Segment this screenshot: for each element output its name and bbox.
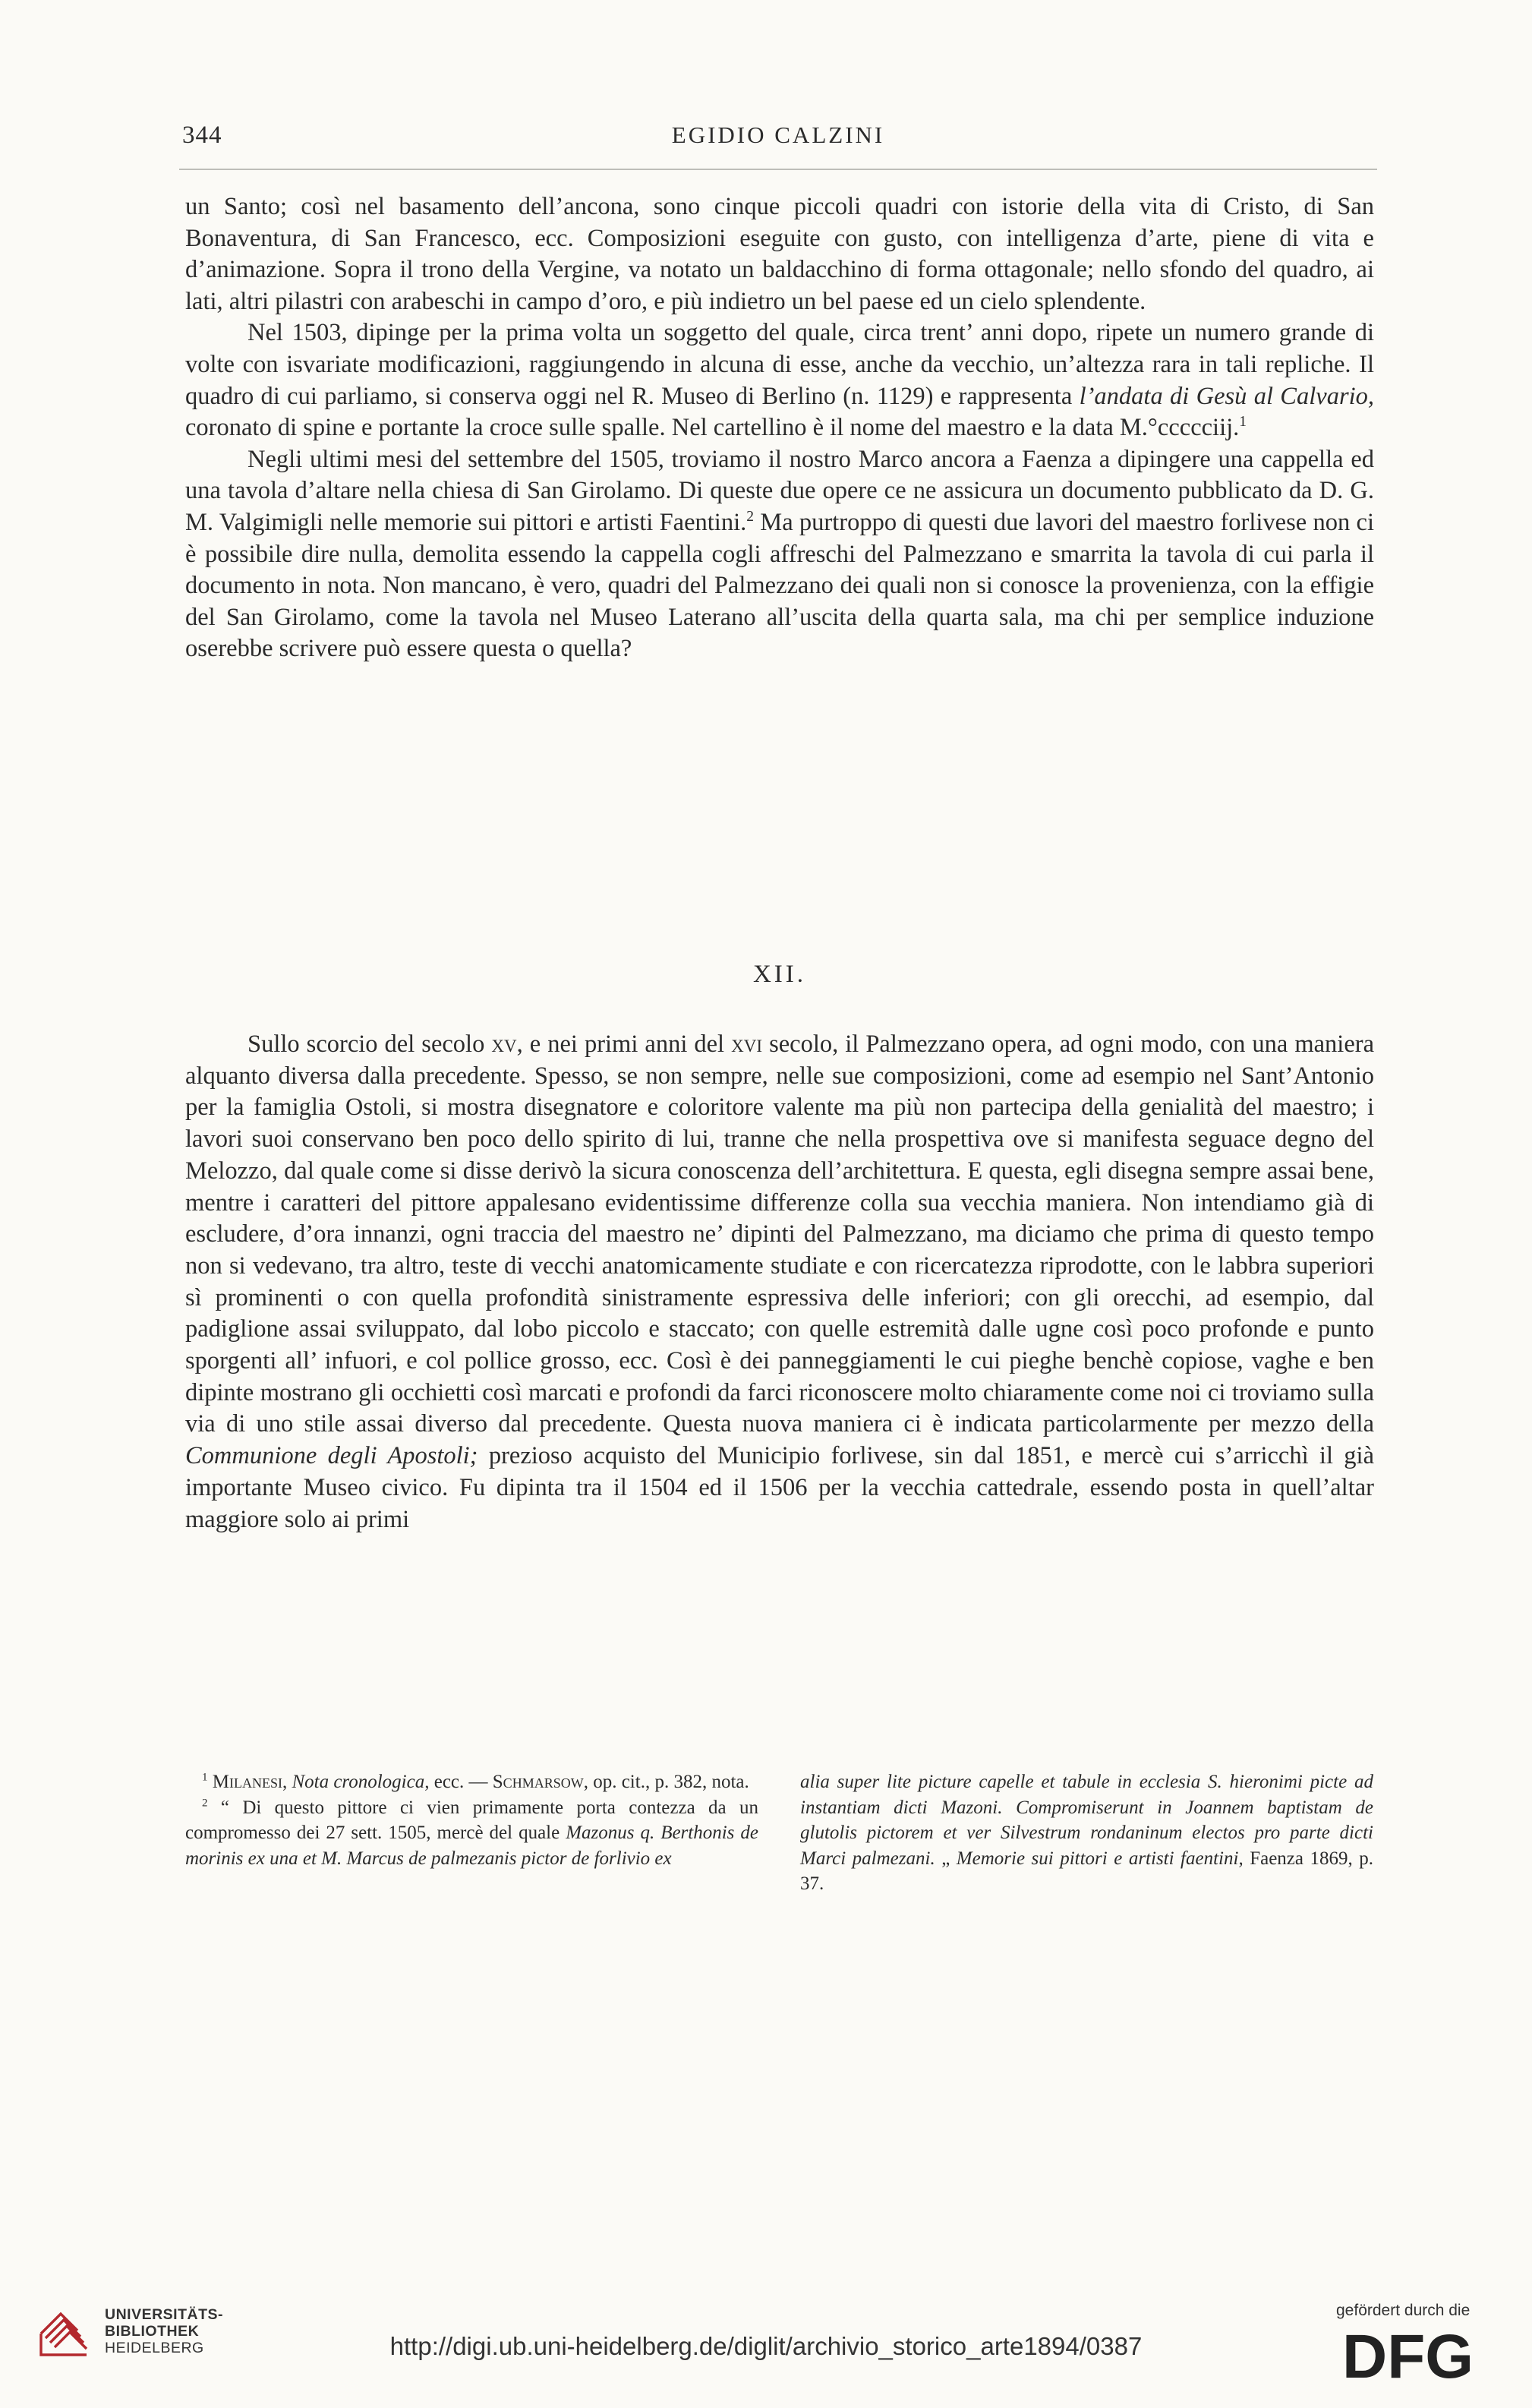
funded-by-label: gefördert durch die: [1336, 2302, 1471, 2319]
main-text-bottom: [185, 1029, 1374, 1535]
paragraph-2-text-a: Nel 1503, dipinge per la prima volta un soggetto del quale, circa trent’ anni dopo, ripete un numero grande di volte con isvariate modificazioni, raggiungendo in alcuna di esse, anche da vecchio, un’altezza rara in tali repliche. Il quadro di cui parliamo, si conserva oggi nel R. Museo di Berlino (n. 1129) e rappresenta: [185, 319, 1374, 410]
footnote-2-right-italic-2: Memorie sui pittori e artisti faentini,: [956, 1848, 1244, 1869]
footnote-2-right-italic-1: alia super lite picture capelle et tabule in ecclesia S. hieronimi picte ad instantiam dicti Mazoni. Compromiserunt in Joannem baptistam de glutolis pictorem et ver Silvestrum rondaninum electos pro parte dicti Marci palmezani.: [800, 1772, 1373, 1869]
digitization-footer: [0, 2290, 1532, 2408]
footnote-2-continued: [800, 1769, 1373, 1897]
paragraph-3-text-a: Negli ultimi mesi del settembre del 1505, troviamo il nostro Marco ancora a Faenza a dipingere una cappella ed una tavola d’altare nella chiesa di San Girolamo. Di queste due opere ce ne assicura un documento pubblicato da D. G. M. Valgimigli nelle memorie sui pittori e artisti Faentini.: [185, 445, 1374, 536]
footnote-2-italic: Mazonus q. Berthonis de morinis ex una et M. Marcus de palmezanis pictor de forlivio ex: [185, 1823, 758, 1869]
library-name-line-3: HEIDELBERG: [105, 2340, 204, 2356]
dfg-logo-icon: [1342, 2328, 1508, 2384]
paragraph-2-text-b: coronato di spine e portante la croce sulle spalle. Nel cartellino è il nome del maestro e la data M.°ccccciij.: [185, 414, 1240, 442]
footnote-1-author-1: Milanesi,: [212, 1772, 288, 1792]
footnote-ref-2: 2: [746, 509, 754, 525]
dfg-logo-text: DFG: [1342, 2328, 1474, 2384]
footnotes-left-column: [185, 1769, 758, 1871]
footnote-2-start: [185, 1795, 758, 1872]
footnote-1-title: Nota cronologica,: [292, 1772, 430, 1792]
footnote-1-end: op. cit., p. 382, nota.: [588, 1772, 749, 1792]
paragraph-1: un Santo; così nel basamento dell’ancona, sono cinque piccoli quadri con istorie della vita di Cristo, di San Bonaventura, di San Francesco, ecc. Composizioni eseguite con gusto, con intelligenza d’arte, piene di vita e d’animazione. Sopra il trono della Vergine, va notato un baldacchino di forma ottagonale; nello sfondo del quadro, ai lati, altri pilastri con arabeschi in campo d’oro, e più indietro un bel paese ed un cielo splendente.: [185, 193, 1374, 315]
paragraph-2: [185, 317, 1374, 443]
footnote-2-right-quote: „: [935, 1848, 957, 1869]
section-heading: XII.: [752, 961, 807, 988]
footnote-2-mark: 2: [202, 1797, 208, 1810]
footnote-ref-1: 1: [1239, 414, 1247, 431]
paragraph-4-text-a: Sullo scorcio del secolo: [247, 1030, 492, 1058]
century-xv: xv: [491, 1030, 517, 1058]
footnote-1: [185, 1769, 758, 1795]
paragraph-2-italic: l’andata di Gesù al Calvario,: [1079, 382, 1374, 410]
header-rule: [179, 169, 1377, 170]
paragraph-4: [185, 1029, 1374, 1535]
library-name-line-2: BIBLIOTHEK: [105, 2323, 200, 2340]
paragraph-4-text-d: prezioso acquisto del Municipio forlivese, sin dal 1851, e mercè cui s’arricchì il già importante Museo civico. Fu dipinta tra il 1504 ed il 1506 per la vecchia cattedrale, essendo posta in quell’altar maggiore solo ai primi: [185, 1442, 1374, 1533]
page-number: 344: [182, 122, 222, 149]
paragraph-3-text-b: Ma purtroppo di questi due lavori del maestro forlivese non ci è possibile dire nulla, demolita essendo la cappella cogli affreschi del Palmezzano e smarrita la tavola di cui parla il documento in nota. Non mancano, è vero, quadri del Palmezzano dei quali non si conosce la provenienza, con la effigie del San Girolamo, come la tavola nel Museo Laterano all’uscita della quarta sala, ma chi per semplice induzione oserebbe scrivere può essere questa o quella?: [185, 508, 1374, 663]
footnote-1-mark: 1: [202, 1771, 208, 1784]
paragraph-4-text-b: , e nei primi anni del: [516, 1030, 732, 1058]
paragraph-3: [185, 444, 1374, 665]
footnotes-right-column: [800, 1769, 1373, 1897]
main-text-top: [185, 191, 1374, 665]
footnote-2-right-end: Faenza 1869, p. 37.: [800, 1848, 1373, 1894]
footnote-2-text: “ Di questo pittore ci vien primamente porta contezza da un compromesso dei 27 sett. 1505, mercè del quale: [185, 1797, 758, 1843]
paragraph-4-italic: Communione degli Apostoli;: [185, 1442, 478, 1470]
century-xvi: xvi: [731, 1030, 763, 1058]
running-head: [182, 122, 1374, 152]
footnote-1-mid: ecc. —: [429, 1772, 493, 1792]
library-name-line-1: UNIVERSITÄTS-: [105, 2306, 224, 2323]
running-title: EGIDIO CALZINI: [671, 122, 885, 148]
permalink-url[interactable]: http://digi.ub.uni-heidelberg.de/diglit/archivio_storico_arte1894/0387: [389, 2332, 1143, 2360]
footnote-1-author-2: Schmarsow,: [492, 1772, 588, 1792]
paragraph-4-text-c: secolo, il Palmezzano opera, ad ogni modo, con una maniera alquanto diversa dalla precedente. Spesso, se non sempre, nelle sue composizioni, come ad esempio nel Sant’Antonio per la famiglia Ostoli, si mostra disegnatore e coloritore valente ma più non partecipa della genialità del maestro; i lavori suoi conservano ben poco dello spirito di lui, tranne che nella prospettiva ove si manifesta seguace degno del Melozzo, dal quale come si disse derivò la sicura conoscenza dell’architettura. E questa, egli disegna sempre assai bene, mentre i caratteri del pittore appalesano evidentissime differenze colla sua vecchia maniera. Non intendiamo già di escludere, d’ora innanzi, ogni traccia del maestro ne’ dipinti del Palmezzano, ma diciamo che prima di questo tempo non si vedevano, tra altro, teste di vecchi anatomicamente studiate e con ricercatezza riprodotte, con le labbra superiori sì prominenti o con quella profondità sinistramente espressiva delle inferiori; con gli orecchi, ad esempio, dal padiglione assai sviluppato, dal lobo piccolo e staccato; con quelle estremità dalle ugne così poco profonde e punto sporgenti all’ infuori, e col pollice grosso, ecc. Così è dei panneggiamenti le cui pieghe benchè copiose, vaghe e ben dipinte mostrano gli occhietti così marcati e profondi da farci riconoscere molto chiaramente come noi ci troviamo sulla via di uno stile assai diverso dal precedente. Questa nuova maniera ci è indicata particolarmente per mezzo della: [185, 1030, 1375, 1438]
